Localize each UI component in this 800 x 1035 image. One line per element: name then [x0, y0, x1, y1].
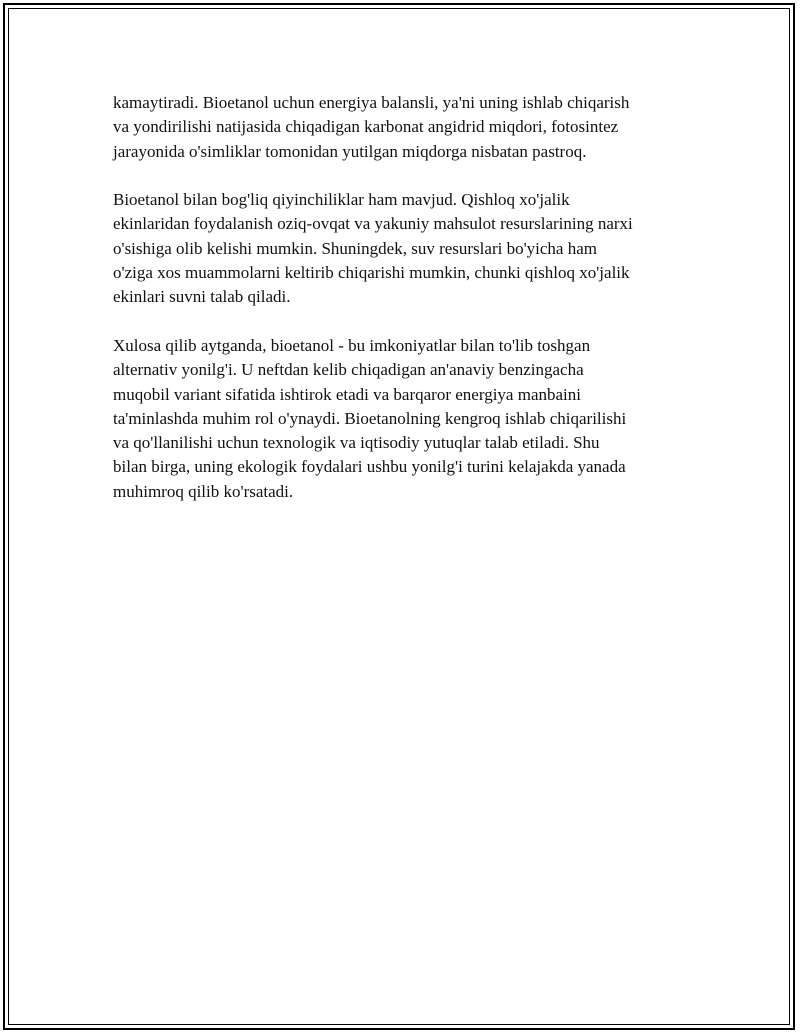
- paragraph-energy-balance: kamaytiradi. Bioetanol uchun energiya balansli, ya'ni uning ishlab chiqarish va yondirilishi natijasida chiqadigan karbonat angidrid miqdori, fotosintez jarayonida o'simliklar tomonidan yutilgan miqdorga nisbatan pastroq.: [113, 93, 630, 161]
- paragraph-challenges: Bioetanol bilan bog'liq qiyinchiliklar ham mavjud. Qishloq xo'jalik ekinlaridan foydalanish oziq-ovqat va yakuniy mahsulot resurslarining narxi o'sishiga olib kelishi mumkin. Shuningdek, suv resurslari bo'yicha ham o'ziga xos muammolarni keltirib chiqarishi mumkin, chunki qishloq xo'jalik ekinlari suvni talab qiladi.: [113, 190, 633, 307]
- document-body: [113, 91, 703, 528]
- paragraph-conclusion: Xulosa qilib aytganda, bioetanol - bu imkoniyatlar bilan to'lib toshgan alternativ yonilg'i. U neftdan kelib chiqadigan an'anaviy benzingacha muqobil variant sifatida ishtirok etadi va barqaror energiya manbaini ta'minlashda muhim rol o'ynaydi. Bioetanolning kengroq ishlab chiqarilishi va qo'llanilishi uchun texnologik va iqtisodiy yutuqlar talab etiladi. Shu bilan birga, uning ekologik foydalari ushbu yonilg'i turini kelajakda yanada muhimroq qilib ko'rsatadi.: [113, 335, 627, 501]
